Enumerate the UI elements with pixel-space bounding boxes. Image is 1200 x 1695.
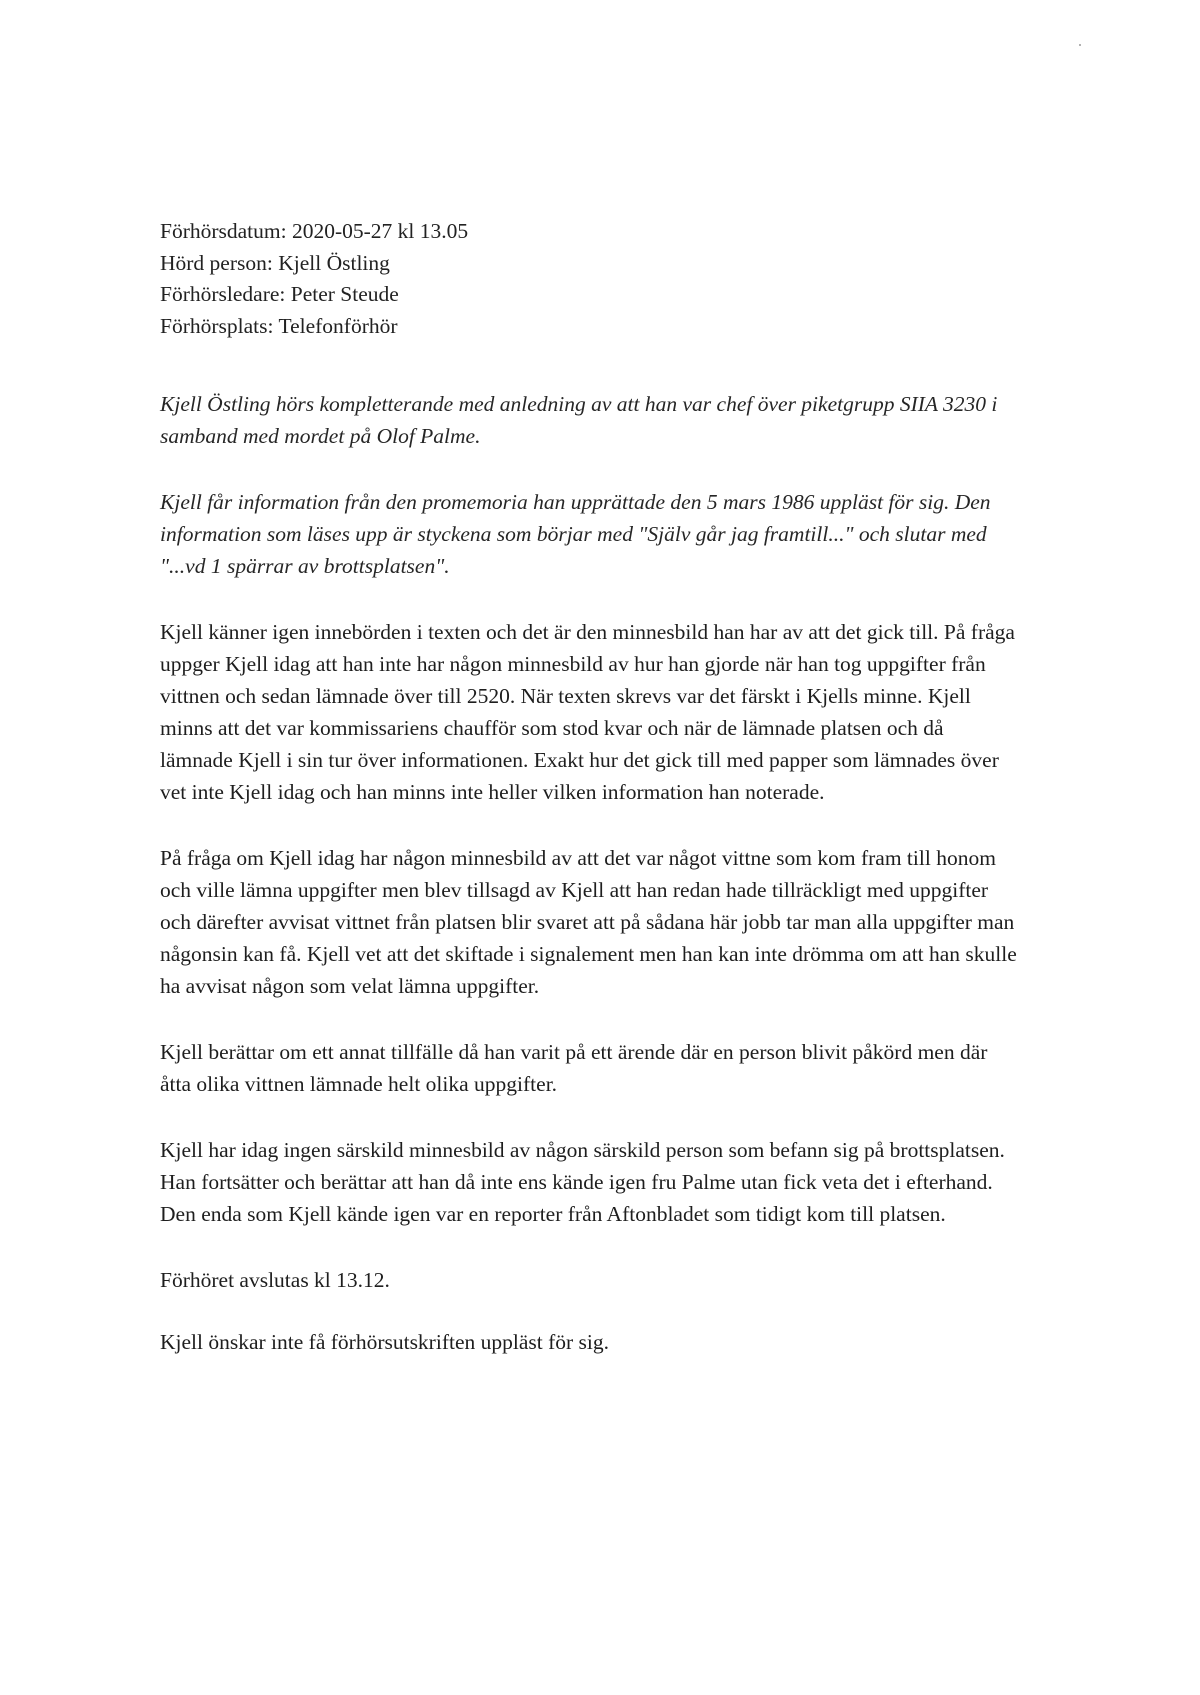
body-paragraph-recollection: Kjell känner igen innebörden i texten och det är den minnesbild han har av att det gick till. På fråga uppger Kjell idag att han inte har någon minnesbild av hur han gjorde när han tog uppgifter från vittnen och sedan lämnade över till 2520. När texten skrevs var det färskt i Kjells minne. Kjell minns att det var kommissariens chaufför som stod kvar och när de lämnade platsen och då lämnade Kjell i sin tur över informationen. Exakt hur det gick till med papper som lämnades över vet inte Kjell idag och han minns inte heller vilken information han noterade. — [160, 620, 1015, 804]
interrogation-place: Förhörsplats: Telefonförhör — [160, 313, 398, 338]
intro-paragraph-memo: Kjell får information från den promemoria han upprättade den 5 mars 1986 uppläst för sig. Den information som läses upp är styckena som börjar med "Själv går jag framtill..." och slutar med "...vd 1 spärrar av brottsplatsen". — [160, 490, 991, 578]
scan-artifact-dot — [1079, 44, 1081, 46]
body-paragraph-witness-question: På fråga om Kjell idag har någon minnesbild av att det var något vittne som kom fram till honom och ville lämna uppgifter men blev tillsagd av Kjell att han redan hade tillräckligt med uppgifter och därefter avvisat vittnet från platsen blir svaret att på sådana här jobb tar man alla uppgifter man någonsin kan få. Kjell vet att det skiftade i signalement men han kan inte drömma om att han skulle ha avvisat någon som velat lämna uppgifter. — [160, 846, 1017, 998]
body-paragraph-closing-time: Förhöret avslutas kl 13.12. — [160, 1268, 390, 1292]
document-content — [160, 216, 1020, 1392]
interrogation-date: Förhörsdatum: 2020-05-27 kl 13.05 — [160, 219, 469, 243]
body-paragraph-persons-at-scene: Kjell har idag ingen särskild minnesbild av någon särskild person som befann sig på brottsplatsen. Han fortsätter och berättar att han då inte ens kände igen fru Palme utan fick veta det i efterhand. Den enda som Kjell kände igen var en reporter från Aftonbladet som tidigt kom till platsen. — [160, 1138, 1005, 1226]
interrogation-leader: Förhörsledare: Peter Steude — [160, 282, 399, 306]
interrogation-header — [160, 216, 1020, 342]
body-paragraph-no-readback: Kjell önskar inte få förhörsutskriften uppläst för sig. — [160, 1330, 610, 1354]
intro-paragraph-purpose: Kjell Östling hörs kompletterande med anledning av att han var chef över piketgrupp SIIA 3230 i samband med mordet på Olof Palme. — [160, 392, 998, 448]
interviewed-person: Hörd person: Kjell Östling — [160, 250, 390, 275]
body-paragraph-other-incident: Kjell berättar om ett annat tillfälle då han varit på ett ärende där en person blivit påkörd men där åtta olika vittnen lämnade helt olika uppgifter. — [160, 1040, 988, 1096]
